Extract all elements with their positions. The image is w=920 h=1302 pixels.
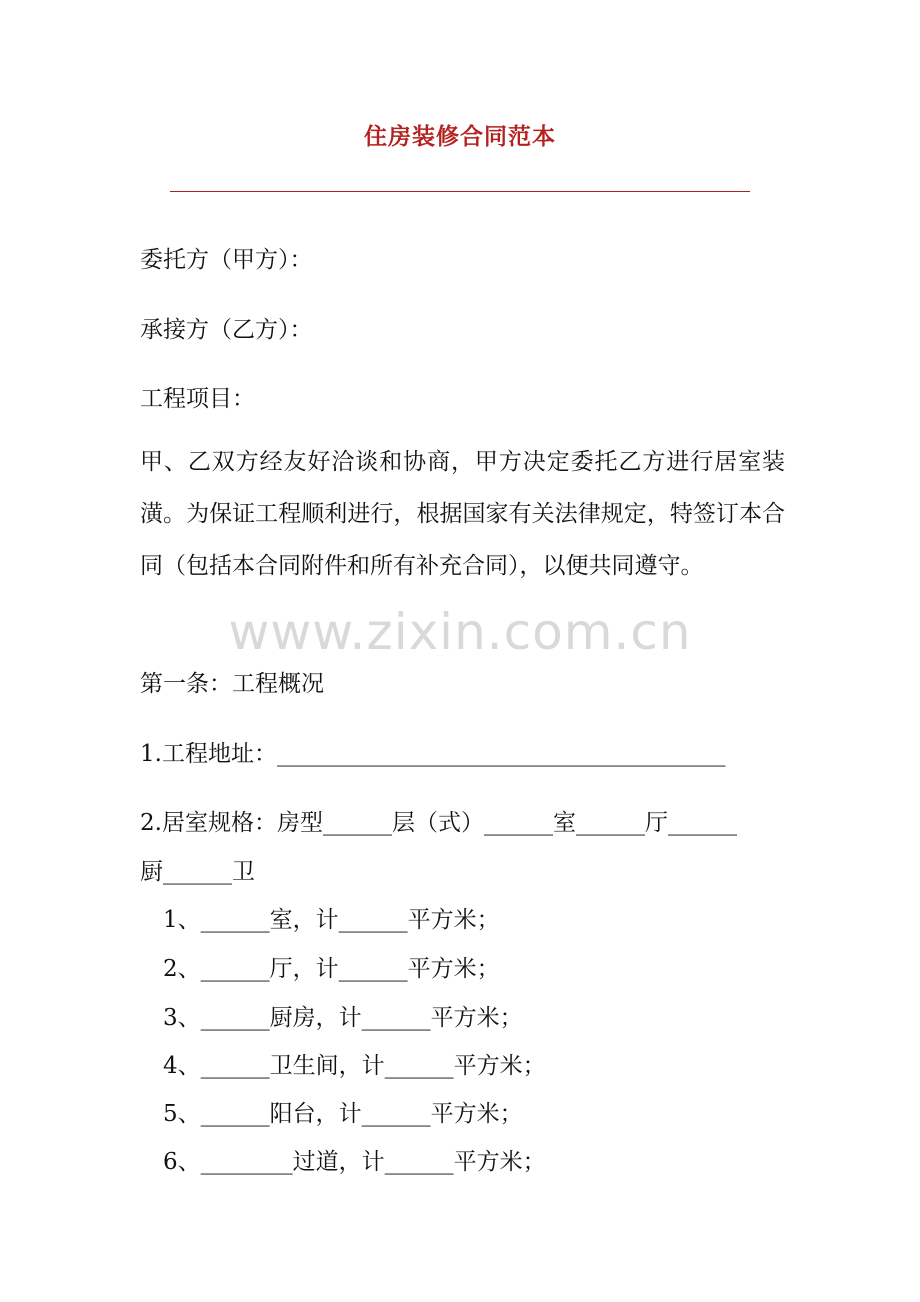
room-spec-line-continued: 厨______卫 xyxy=(140,859,255,885)
watermark-text: www.zixin.com.cn xyxy=(228,603,692,661)
room-item: 5、______阳台，计______平方米； xyxy=(163,1101,523,1127)
room-item: 2、______厅，计______平方米； xyxy=(163,956,500,982)
intro-paragraph: 甲、乙双方经友好洽谈和协商，甲方决定委托乙方进行居室装潢。为保证工程顺利进行，根据国家有关法律规定，特签订本合同（包括本合同附件和所有补充合同），以便共同遵守。 xyxy=(140,449,785,579)
address-line: 1.工程地址：_______________________________________ xyxy=(140,741,726,767)
room-item: 1、______室，计______平方米； xyxy=(163,907,500,933)
room-spec-line: 2.居室规格：房型______层（式）______室______厅______ xyxy=(140,810,737,836)
title-divider xyxy=(170,191,750,192)
room-item: 3、______厨房，计______平方米； xyxy=(163,1005,523,1031)
party-b-line: 承接方（乙方）： xyxy=(140,317,313,343)
document-title: 住房装修合同范本 xyxy=(364,123,556,150)
room-item: 6、________过道，计______平方米； xyxy=(163,1149,546,1175)
room-item: 4、______卫生间，计______平方米； xyxy=(163,1053,546,1079)
article-heading: 第一条：工程概况 xyxy=(140,671,324,697)
party-a-line: 委托方（甲方）： xyxy=(140,247,313,273)
project-line: 工程项目： xyxy=(140,386,255,412)
